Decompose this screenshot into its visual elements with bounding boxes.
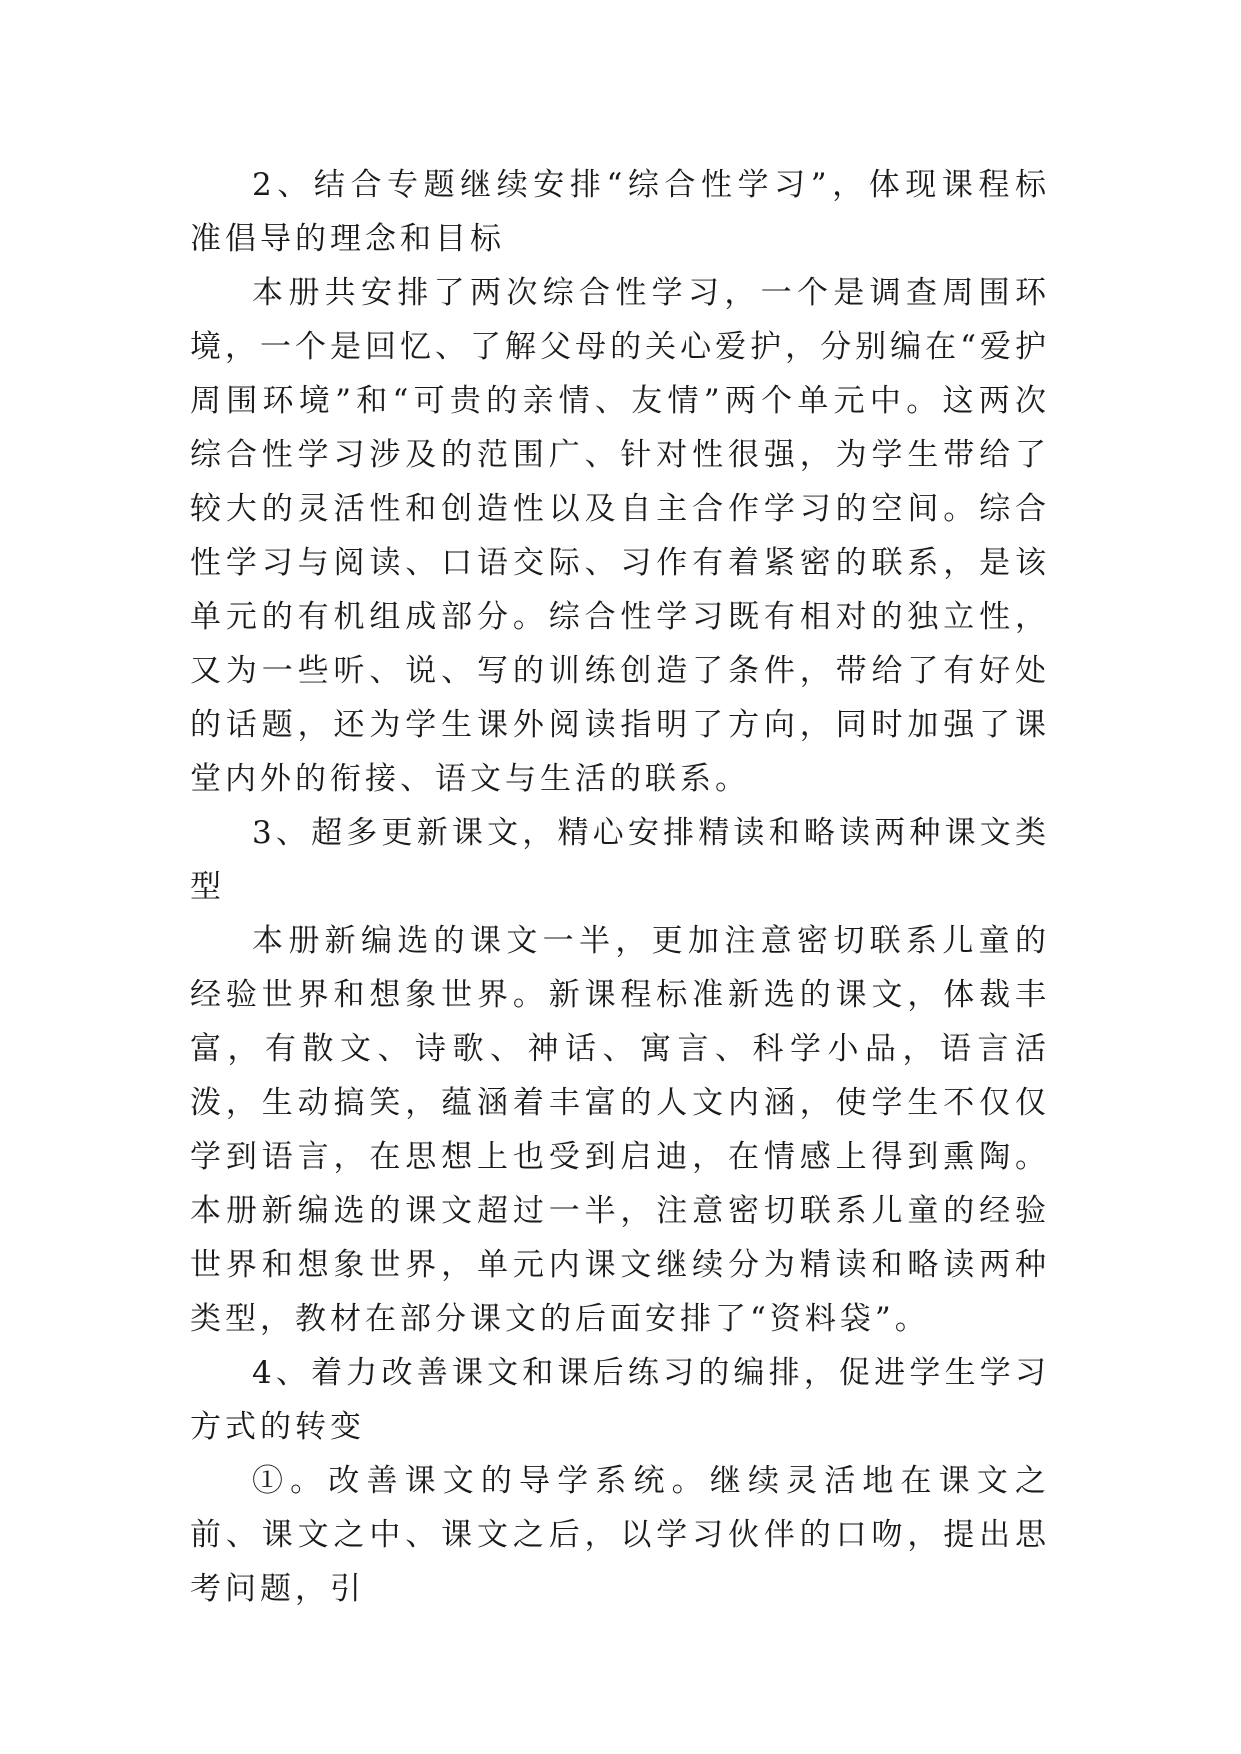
paragraph-update-texts: 本册新编选的课文一半，更加注意密切联系儿童的经验世界和想象世界。新课程标准新选的课文，体裁丰富，有散文、诗歌、神话、寓言、科学小品，语言活泼，生动搞笑，蕴涵着丰富的人文内涵，使学生不仅仅学到语言，在思想上也受到启迪，在情感上得到熏陶。本册新编选的课文超过一半，注意密切联系儿童的经验世界和想象世界，单元内课文继续分为精读和略读两种类型，教材在部分课文的后面安排了“资料袋”。 bbox=[190, 923, 1050, 1337]
paragraph-guided-learning: ①。改善课文的导学系统。继续灵活地在课文之前、课文之中、课文之后，以学习伙伴的口吻，提出思考问题，引 bbox=[190, 1463, 1050, 1607]
heading-integrated-learning: 2、结合专题继续安排“综合性学习”，体现课程标准倡导的理念和目标 bbox=[190, 167, 1050, 257]
heading-update-texts: 3、超多更新课文，精心安排精读和略读两种课文类型 bbox=[190, 815, 1050, 905]
paragraph-integrated-learning: 本册共安排了两次综合性学习，一个是调查周围环境，一个是回忆、了解父母的关心爱护，分别编在“爱护周围环境”和“可贵的亲情、友情”两个单元中。这两次综合性学习涉及的范围广、针对性很强，为学生带给了较大的灵活性和创造性以及自主合作学习的空间。综合性学习与阅读、口语交际、习作有着紧密的联系，是该单元的有机组成部分。综合性学习既有相对的独立性，又为一些听、说、写的训练创造了条件，带给了有好处的话题，还为学生课外阅读指明了方向，同时加强了课堂内外的衔接、语文与生活的联系。 bbox=[190, 275, 1050, 797]
document-body bbox=[190, 158, 1050, 1616]
heading-improve-exercises: 4、着力改善课文和课后练习的编排，促进学生学习方式的转变 bbox=[190, 1355, 1050, 1445]
